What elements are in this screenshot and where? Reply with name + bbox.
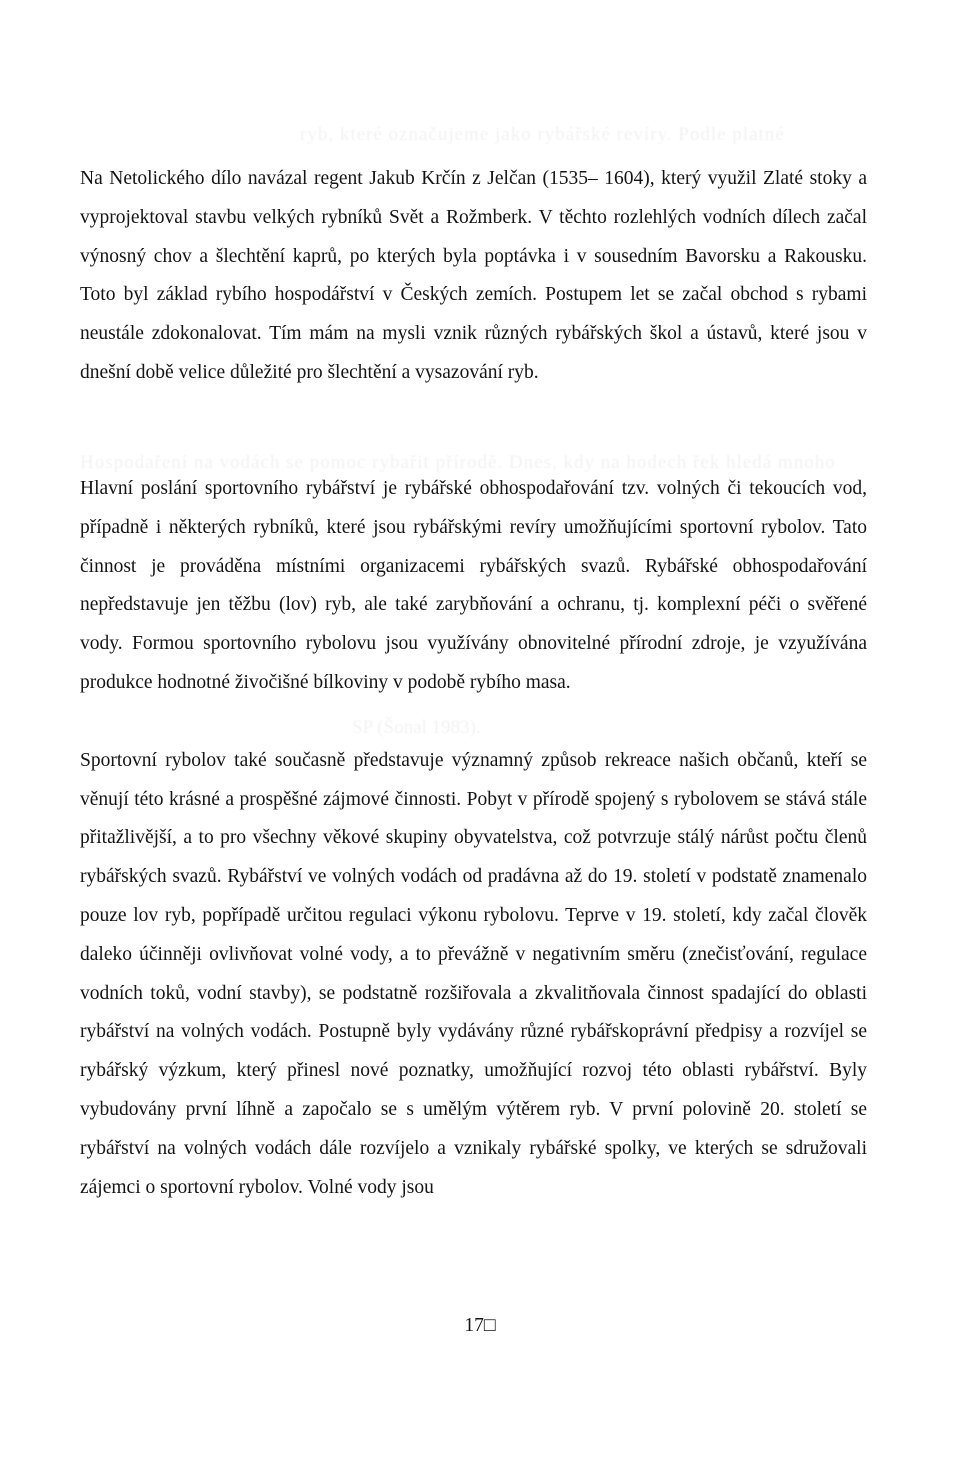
bleed-through-text-lower: SP (Šonal 1983). [352,717,481,738]
page-number: 17□ [464,1315,496,1336]
bleed-through-text-top: ryb, které označujeme jako rybářské revíry. Podle platné [300,124,785,145]
bleed-through-text-middle: Hospodaření na vodách se pomoc rybařit přírodě. Dnes, kdy na hodech řek hledá mnoho [80,452,836,473]
paragraph-history: Na Netolického dílo navázal regent Jakub Krčín z Jelčan (1535– 1604), který využil Zlaté stoky a vyprojektoval stavbu velkých rybníků Svět a Rožmberk. V těchto rozlehlých vodních dílech začal výnosný chov a šlechtění kaprů, po kterých byla poptávka i v sousedním Bavorsku a Rakousku. Toto byl základ rybího hospodářství v Českých zemích. Postupem let se začal obchod s rybami neustále zdokonalovat. Tím mám na mysli vznik různých rybářských škol a ústavů, které jsou v dnešní době velice důležité pro šlechtění a vysazování ryb. [80,168,867,383]
paragraph-mission: Hlavní poslání sportovního rybářství je rybářské obhospodařování tzv. volných či tekoucích vod, případně i některých rybníků, které jsou rybářskými revíry umožňujícími sportovní rybolov. Tato činnost je prováděna místními organizacemi rybářských svazů. Rybářské obhospodařování nepředstavuje jen těžbu (lov) ryb, ale také zarybňování a ochranu, tj. komplexní péči o svěřené vody. Formou sportovního rybolovu jsou využívány obnovitelné přírodní zdroje, je vzyužívána produkce hodnotné živočišné bílkoviny v podobě rybího masa. [80,478,867,693]
body-text [80,160,867,1207]
paragraph-recreation: Sportovní rybolov také současně představuje významný způsob rekreace našich občanů, kteří se věnují této krásné a prospěšné zájmové činnosti. Pobyt v přírodě spojený s rybolovem se stává stále přitažlivější, a to pro všechny věkové skupiny obyvatelstva, což potvrzuje stálý nárůst počtu členů rybářských svazů. Rybářství ve volných vodách od pradávna až do 19. století v podstatě znamenalo pouze lov ryb, popřípadě určitou regulaci výkonu rybolovu. Teprve v 19. století, kdy začal člověk daleko účinněji ovlivňovat volné vody, a to převážně v negativním směru (znečisťování, regulace vodních toků, vodní stavby), se podstatně rozšiřovala a zkvalitňovala činnost spadající do oblasti rybářství na volných vodách. Postupně byly vydávány různé rybářskoprávní předpisy a rozvíjel se rybářský výzkum, který přinesl nové poznatky, umožňující rozvoj této oblasti rybářství. Byly vybudovány první líhně a započalo se s umělým výtěrem ryb. V první polovině 20. století se rybářství na volných vodách dále rozvíjelo a vznikaly rybářské spolky, ve kterých se sdružovali zájemci o sportovní rybolov. Volné vody jsou [80,749,867,1198]
